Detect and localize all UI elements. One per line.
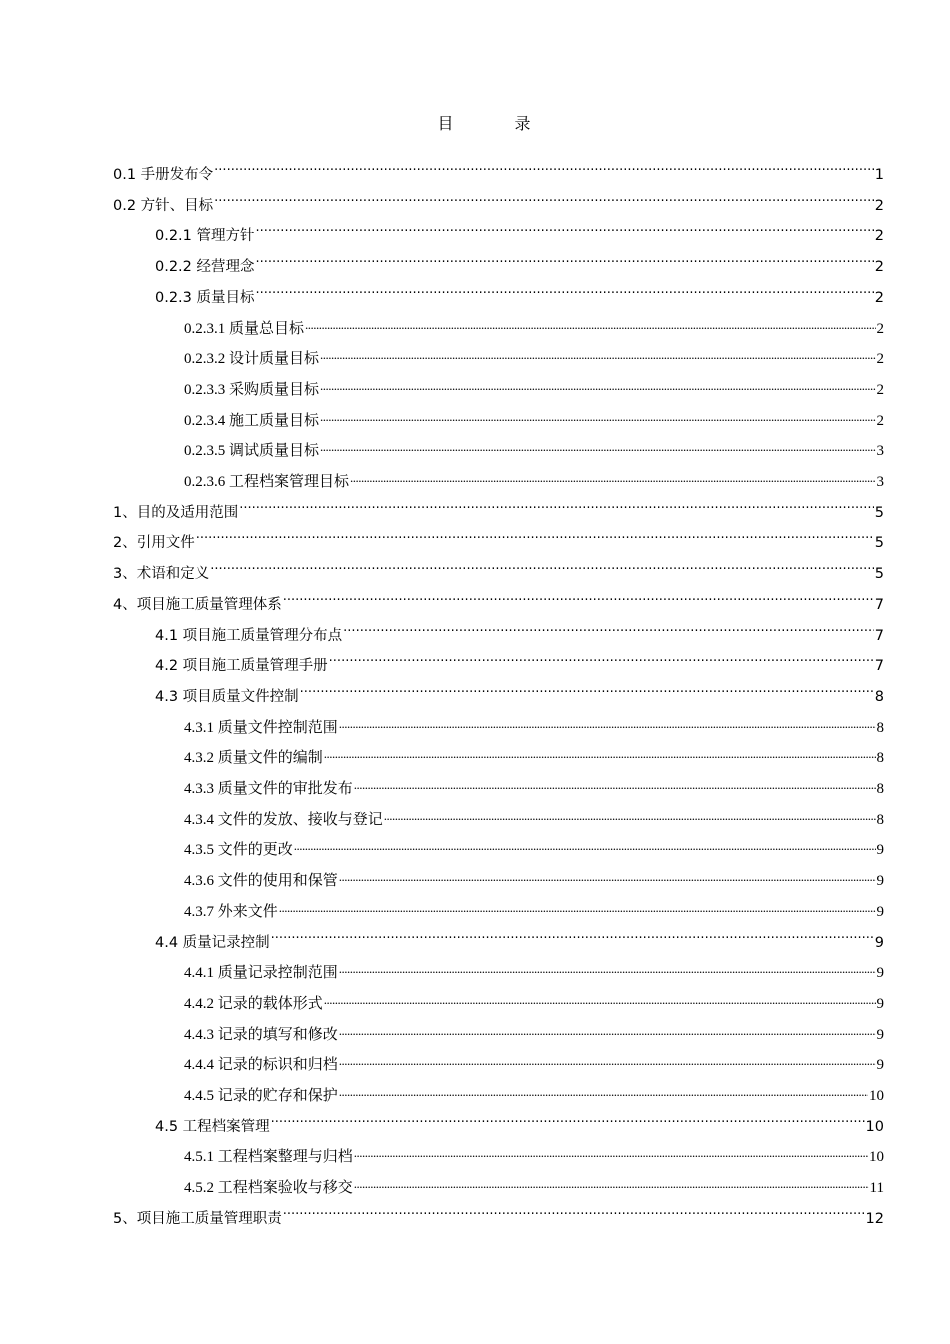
toc-entry-page-number: 2 (874, 290, 884, 306)
toc-entry-label: 4.5.1 工程档案整理与归档 (184, 1149, 353, 1165)
toc-entry-page-number: 8 (876, 750, 884, 766)
toc-entry[interactable] (184, 897, 884, 921)
toc-entry[interactable] (155, 1112, 884, 1136)
toc-entry[interactable] (184, 375, 884, 399)
toc-entry[interactable] (184, 835, 884, 859)
toc-entry-page-number: 3 (876, 443, 884, 459)
toc-entry[interactable] (184, 314, 884, 338)
toc-leader-dots (283, 591, 874, 610)
toc-entry-label: 4.3.2 质量文件的编制 (184, 750, 323, 766)
toc-leader-dots (324, 745, 876, 763)
toc-leader-dots (339, 868, 876, 886)
toc-entry-page-number: 8 (876, 781, 884, 797)
toc-entry-label: 4.3.1 质量文件控制范围 (184, 720, 338, 736)
toc-entry[interactable] (155, 682, 884, 706)
toc-entry-label: 3、术语和定义 (113, 566, 210, 582)
toc-entry[interactable] (184, 1142, 884, 1166)
toc-entry-label: 4.3.3 质量文件的审批发布 (184, 781, 353, 797)
toc-entry-label: 0.2.3.2 设计质量目标 (184, 351, 320, 367)
toc-leader-dots (339, 960, 876, 978)
toc-entry-page-number: 8 (876, 720, 884, 736)
toc-entry-page-number: 2 (876, 321, 884, 337)
toc-entry-page-number: 8 (876, 812, 884, 828)
toc-entry-page-number: 9 (876, 1057, 884, 1073)
toc-entry-label: 4.3.7 外来文件 (184, 904, 278, 920)
toc-entry[interactable] (184, 713, 884, 737)
toc-entry[interactable] (184, 1173, 884, 1197)
toc-leader-dots (339, 1083, 868, 1101)
toc-leader-dots (354, 776, 876, 794)
toc-entry-page-number: 7 (874, 628, 884, 644)
toc-entry-page-number: 9 (876, 873, 884, 889)
toc-leader-dots (354, 1175, 869, 1193)
toc-leader-dots (271, 1113, 865, 1132)
toc-leader-dots (354, 1144, 868, 1162)
toc-entry-page-number: 9 (876, 1027, 884, 1043)
toc-entry-label: 0.2.3.5 调试质量目标 (184, 443, 320, 459)
toc-entry-label: 4.5 工程档案管理 (155, 1119, 270, 1135)
toc-entry-page-number: 10 (869, 1149, 884, 1165)
toc-leader-dots (350, 469, 875, 487)
toc-entry[interactable] (113, 528, 884, 552)
toc-entry-page-number: 1 (874, 167, 884, 183)
toc-entry-page-number: 10 (869, 1088, 884, 1104)
toc-leader-dots (279, 899, 876, 917)
toc-entry[interactable] (113, 1204, 884, 1228)
toc-entry-page-number: 11 (869, 1180, 884, 1196)
toc-entry[interactable] (113, 191, 884, 215)
toc-entry[interactable] (184, 406, 884, 430)
toc-entry-page-number: 5 (874, 505, 884, 521)
toc-entry-label: 4.2 项目施工质量管理手册 (155, 658, 328, 674)
toc-entry-page-number: 12 (865, 1211, 884, 1227)
toc-entry[interactable] (184, 805, 884, 829)
toc-entry-label: 0.2.3 质量目标 (155, 290, 255, 306)
toc-entry-label: 4.3 项目质量文件控制 (155, 689, 299, 705)
toc-leader-dots (283, 1205, 865, 1224)
toc-leader-dots (239, 499, 874, 518)
toc-entry[interactable] (184, 1050, 884, 1074)
toc-entry-page-number: 9 (876, 904, 884, 920)
toc-entry[interactable] (184, 774, 884, 798)
toc-entry-label: 4.3.4 文件的发放、接收与登记 (184, 812, 383, 828)
toc-entry-page-number: 9 (876, 996, 884, 1012)
toc-entry-label: 0.2.3.4 施工质量目标 (184, 413, 320, 429)
toc-entry[interactable] (113, 559, 884, 583)
toc-entry-label: 4.4.5 记录的贮存和保护 (184, 1088, 338, 1104)
toc-entry-page-number: 2 (874, 228, 884, 244)
toc-entry-label: 4.3.5 文件的更改 (184, 842, 293, 858)
toc-leader-dots (320, 408, 875, 426)
toc-entry-page-number: 2 (876, 382, 884, 398)
toc-entry-label: 0.2.3.3 采购质量目标 (184, 382, 320, 398)
toc-entry-page-number: 2 (876, 351, 884, 367)
toc-entry-page-number: 9 (874, 935, 884, 951)
toc-leader-dots (300, 683, 874, 702)
toc-entry-label: 0.2.1 管理方针 (155, 228, 255, 244)
toc-leader-dots (271, 929, 874, 948)
toc-entry-label: 4.1 项目施工质量管理分布点 (155, 628, 343, 644)
toc-entry[interactable] (184, 344, 884, 368)
toc-leader-dots (320, 438, 875, 456)
toc-leader-dots (339, 1052, 876, 1070)
toc-entry[interactable] (184, 467, 884, 491)
toc-entry[interactable] (184, 743, 884, 767)
toc-entry-page-number: 5 (874, 535, 884, 551)
toc-entry-label: 2、引用文件 (113, 535, 195, 551)
toc-entry-page-number: 9 (876, 842, 884, 858)
toc-leader-dots (214, 192, 874, 211)
toc-entry-label: 5、项目施工质量管理职责 (113, 1211, 282, 1227)
toc-entry-page-number: 10 (865, 1119, 884, 1135)
toc-entry-label: 0.2.3.1 质量总目标 (184, 321, 305, 337)
toc-title: 目 录 (437, 114, 559, 133)
toc-entry-label: 0.2 方针、目标 (113, 198, 214, 214)
toc-leader-dots (305, 316, 875, 334)
toc-leader-dots (320, 377, 875, 395)
toc-entry[interactable] (155, 621, 884, 645)
toc-entry-label: 0.2.2 经营理念 (155, 259, 255, 275)
toc-entry-label: 4.4.2 记录的载体形式 (184, 996, 323, 1012)
toc-entry-page-number: 7 (874, 658, 884, 674)
toc-leader-dots (343, 622, 874, 641)
toc-entry-page-number: 9 (876, 965, 884, 981)
toc-leader-dots (384, 807, 876, 825)
toc-entry-page-number: 8 (874, 689, 884, 705)
toc-entry-page-number: 5 (874, 566, 884, 582)
toc-leader-dots (214, 161, 874, 180)
toc-entry-label: 4.5.2 工程档案验收与移交 (184, 1180, 353, 1196)
toc-entry-label: 4、项目施工质量管理体系 (113, 597, 282, 613)
toc-entry-label: 4.4.4 记录的标识和归档 (184, 1057, 338, 1073)
toc-entry[interactable] (155, 221, 884, 245)
toc-entry[interactable] (184, 989, 884, 1013)
toc-entry-page-number: 2 (876, 413, 884, 429)
toc-entry-label: 4.4 质量记录控制 (155, 935, 270, 951)
toc-entry[interactable] (155, 283, 884, 307)
toc-entry-page-number: 2 (874, 198, 884, 214)
toc-leader-dots (256, 253, 874, 272)
toc-entry[interactable] (155, 252, 884, 276)
toc-leader-dots (256, 222, 874, 241)
toc-entry-label: 4.4.1 质量记录控制范围 (184, 965, 338, 981)
toc-leader-dots (256, 284, 874, 303)
toc-leader-dots (294, 837, 876, 855)
toc-leader-dots (324, 991, 876, 1009)
toc-entry[interactable] (184, 436, 884, 460)
toc-entry-label: 1、目的及适用范围 (113, 505, 239, 521)
toc-entry[interactable] (155, 928, 884, 952)
toc-entry-page-number: 7 (874, 597, 884, 613)
toc-entry-page-number: 3 (876, 474, 884, 490)
toc-entry[interactable] (184, 866, 884, 890)
toc-leader-dots (196, 529, 874, 548)
toc-leader-dots (339, 715, 876, 733)
toc-entry-label: 4.4.3 记录的填写和修改 (184, 1027, 338, 1043)
toc-entry-label: 4.3.6 文件的使用和保管 (184, 873, 338, 889)
toc-leader-dots (320, 346, 875, 364)
toc-entry-label: 0.1 手册发布令 (113, 167, 214, 183)
toc-leader-dots (339, 1022, 876, 1040)
toc-entry[interactable] (184, 958, 884, 982)
toc-entry[interactable] (184, 1020, 884, 1044)
toc-entry[interactable] (113, 498, 884, 522)
toc-leader-dots (329, 652, 874, 671)
toc-leader-dots (210, 560, 874, 579)
toc-entry[interactable] (113, 160, 884, 184)
toc-entry[interactable] (155, 651, 884, 675)
toc-entry[interactable] (113, 590, 884, 614)
toc-entry-page-number: 2 (874, 259, 884, 275)
toc-entry[interactable] (184, 1081, 884, 1105)
toc-entry-label: 0.2.3.6 工程档案管理目标 (184, 474, 350, 490)
